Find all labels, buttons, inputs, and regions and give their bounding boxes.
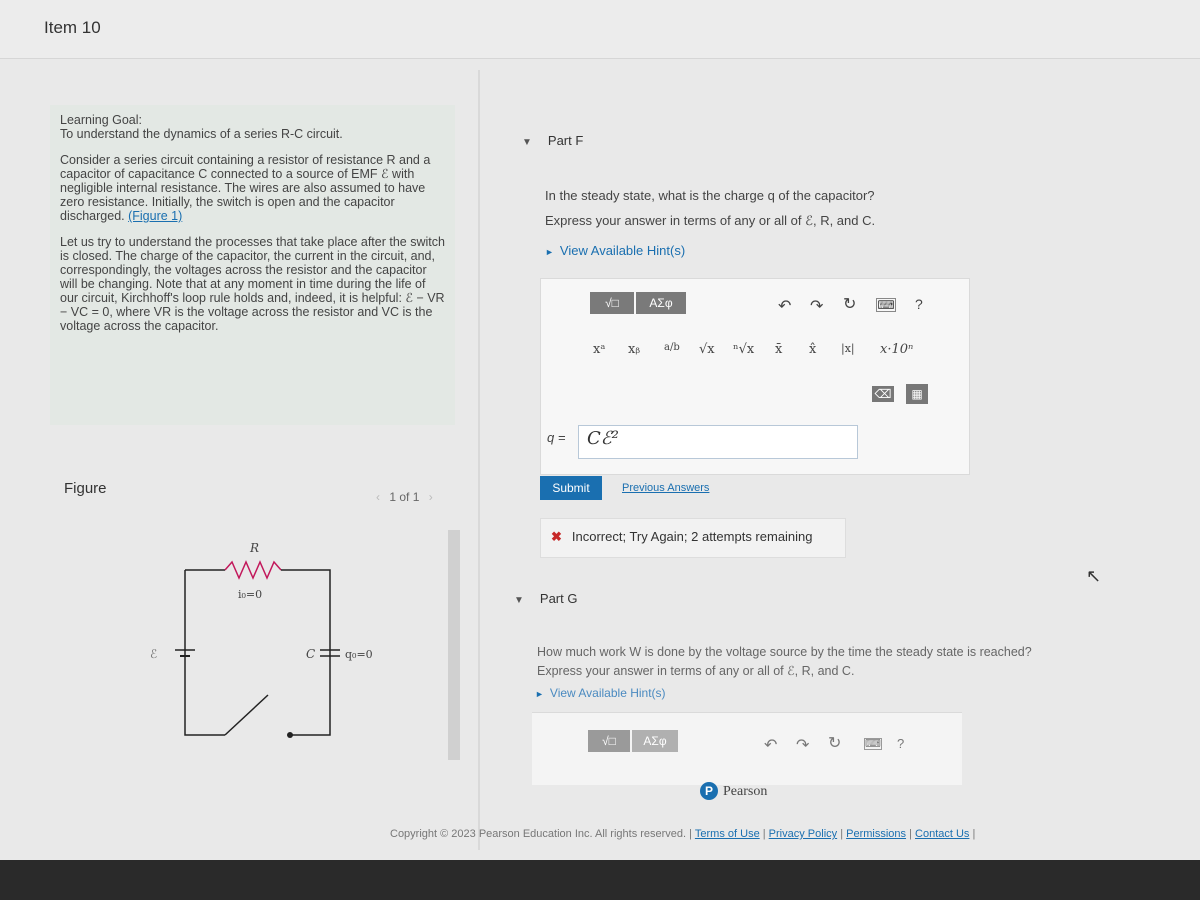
part-g-hint-link[interactable] [535,686,666,700]
power-button[interactable]: xᵃ [593,342,606,357]
figure-pager [370,490,439,504]
sqrt-button[interactable]: √x [699,342,715,357]
subscript-button[interactable]: xᵦ [628,342,641,357]
figure-label: Figure [64,480,107,497]
templates-button[interactable]: √□ [590,292,634,314]
answer-input[interactable]: Cℰ² [578,425,858,459]
backspace-icon[interactable]: ⌫ [872,386,894,402]
intro-text: Consider a series circuit containing a resistor of resistance R and a capacitor of capacitance C connected to a source of EMF ℰ with negligible internal resistance. The wires are also assumed to have zero resistance. Initially, the switch is open and the capacitor discharged. [60,153,431,223]
feedback-text: Incorrect; Try Again; 2 attempts remaining [571,529,813,544]
undo-g-icon[interactable]: ↶ [764,737,778,754]
figure-link[interactable]: (Figure 1) [128,209,183,223]
switch-contact [287,732,293,738]
emf-label: ℰ [150,647,158,661]
keyboard-icon[interactable]: ⌨ [877,298,895,312]
bar-button[interactable]: x̄ [775,342,783,357]
reset-icon[interactable]: ↻ [843,296,857,313]
kirchhoff-paragraph: Let us try to understand the processes that take place after the switch is closed. The charge of the capacitor, the current in the circuit, and, correspondingly, the voltages across the resistor and the capacitor will be changing. Note that at any moment in time during the life of our circuit, Kirchhoff's loop rule holds and, indeed, it is helpful: ℰ − VR − VC = 0, where VR is the voltage across the resistor and VC is the voltage across the capacitor. [60,235,445,333]
part-f-instruction: Express your answer in terms of any or all of ℰ, R, and C. [545,213,876,228]
current-label: i₀=0 [238,588,263,601]
help-g-icon[interactable]: ? [897,736,905,751]
templates-button-g[interactable]: √□ [588,730,630,752]
part-g-hint-text: View Available Hint(s) [549,686,666,700]
resistor-label: R [250,541,260,555]
switch-arm [225,695,268,735]
part-g-header[interactable] [514,591,577,606]
figure-scrollbar[interactable] [448,530,460,760]
answer-variable-label: q = [547,430,566,445]
redo-icon[interactable]: ↷ [810,298,824,315]
greek-symbols-button[interactable]: ΑΣφ [636,292,686,314]
previous-answers-link[interactable]: Previous Answers [622,482,710,494]
item-title: Item 10 [44,18,101,37]
circuit-wire [185,570,225,735]
privacy-link[interactable]: Privacy Policy [768,828,838,840]
top-bar [0,0,1200,59]
mouse-cursor-icon: ↖ [1086,566,1102,586]
keyboard-g-icon[interactable]: ⌨ [865,738,881,750]
resistor-zigzag [225,562,281,578]
intro-paragraph [60,153,445,223]
copyright-text: Copyright © 2023 Pearson Education Inc. All rights reserved. [390,828,687,840]
submit-button[interactable]: Submit [540,476,602,500]
undo-icon[interactable]: ↶ [778,298,792,315]
part-g-question: How much work W is done by the voltage source by the time the steady state is reached? [537,645,1032,659]
greek-symbols-button-g[interactable]: ΑΣφ [632,730,678,752]
rc-circuit-diagram [140,530,373,750]
redo-g-icon[interactable]: ↷ [796,737,810,754]
prev-figure-icon[interactable]: ‹ [376,490,380,504]
part-f-title: Part F [547,133,584,148]
abs-button[interactable]: |x| [841,342,855,355]
help-icon[interactable]: ? [915,296,923,312]
collapse-part-g-icon[interactable]: ▼ [514,595,524,606]
pearson-p-icon: P [700,782,718,800]
scientific-notation-button[interactable]: x·10ⁿ [880,342,914,357]
part-g-title: Part G [539,591,578,606]
pearson-logo [700,782,767,800]
part-f-hint-link[interactable] [545,243,685,258]
hint-caret-icon: ► [545,247,554,257]
incorrect-x-icon: ✖ [551,529,562,544]
fraction-button[interactable]: a/b [664,342,680,353]
hat-button[interactable]: x̂ [809,342,817,357]
footer: Copyright © 2023 Pearson Education Inc. All rights reserved. | Terms of Use | Privacy Policy | Permissions | Contact Us | [390,828,976,840]
learning-goal-box [50,105,455,425]
monitor-bezel [0,860,1200,900]
goal-text: To understand the dynamics of a series R-C circuit. [60,127,343,141]
reset-g-icon[interactable]: ↻ [828,735,842,752]
nth-root-button[interactable]: ⁿ√x [733,342,755,357]
permissions-link[interactable]: Permissions [846,828,907,840]
figure-page-count: 1 of 1 [389,490,420,504]
part-f-hint-text: View Available Hint(s) [559,243,686,258]
contact-link[interactable]: Contact Us [915,828,970,840]
panel-divider [478,70,480,850]
goal-heading: Learning Goal: [60,113,143,127]
hint-caret-g-icon: ► [535,689,544,699]
part-g-instruction: Express your answer in terms of any or all of ℰ, R, and C. [537,664,855,678]
charge-label: q₀=0 [345,648,373,661]
terms-link[interactable]: Terms of Use [694,828,760,840]
next-figure-icon[interactable]: › [428,490,433,504]
feedback-banner [540,518,846,558]
collapse-part-f-icon[interactable]: ▼ [522,137,532,148]
pearson-brand: Pearson [723,784,768,799]
part-f-question: In the steady state, what is the charge q of the capacitor? [545,188,875,203]
keypad-icon[interactable]: ▦ [906,384,928,404]
capacitor-label: C [306,647,316,661]
part-f-header[interactable] [522,133,583,148]
